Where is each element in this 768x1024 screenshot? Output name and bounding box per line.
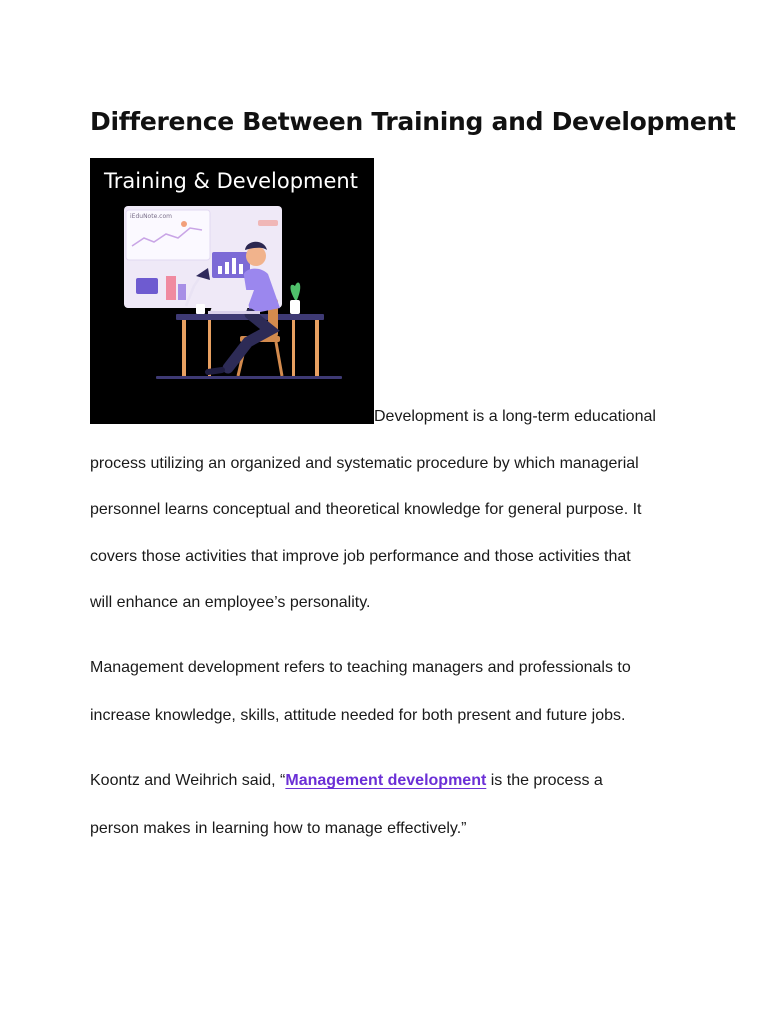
- person-head: [246, 246, 266, 266]
- cup-icon: [196, 304, 205, 314]
- bar-chart-bar: [218, 266, 222, 274]
- bar-chart-bar: [239, 264, 243, 274]
- management-development-paragraph: [90, 657, 690, 753]
- person-shoe: [208, 370, 222, 372]
- quote-intro: Koontz and Weihrich said, “: [90, 772, 286, 789]
- quote-continuation: is the process a: [486, 772, 603, 789]
- stat-bar: [178, 284, 186, 300]
- paragraph-line: will enhance an employee’s personality.: [90, 594, 371, 611]
- desk-leg: [292, 320, 295, 376]
- bar-chart-bar: [225, 262, 229, 274]
- paragraph-line: covers those activities that improve job performance and those activities that: [90, 547, 631, 565]
- page-title: Difference Between Training and Development: [90, 107, 736, 136]
- chart-dot: [181, 221, 187, 227]
- paragraph-line: Development is a long-term educational: [374, 408, 656, 425]
- site-label: iEduNote.com: [130, 213, 172, 220]
- folder-icon: [136, 278, 158, 294]
- paragraph-line: personnel learns conceptual and theoretical knowledge for general purpose. It: [90, 501, 642, 518]
- plant-pot: [290, 300, 300, 314]
- bar-chart-bar: [232, 258, 236, 274]
- floor-line: [156, 376, 342, 379]
- paragraph-line: Management development refers to teaching managers and professionals to: [90, 659, 631, 676]
- illustration-caption: Training & Development: [104, 169, 358, 193]
- training-development-illustration: [90, 158, 374, 424]
- management-development-link[interactable]: Management development: [285, 772, 487, 789]
- quote-paragraph: [90, 770, 690, 866]
- paragraph-line: increase knowledge, skills, attitude needed for both present and future jobs.: [90, 707, 626, 724]
- quote-line: [90, 770, 690, 818]
- development-paragraph: [90, 406, 690, 639]
- desk-leg: [208, 320, 211, 376]
- desk-leg: [315, 320, 319, 376]
- stat-bar: [166, 276, 176, 300]
- status-chip: [258, 220, 278, 226]
- laptop-base: [208, 311, 260, 314]
- desk-leg: [182, 320, 186, 376]
- quote-line: person makes in learning how to manage effectively.”: [90, 820, 467, 837]
- plant-icon: [290, 282, 300, 300]
- paragraph-line: process utilizing an organized and systematic procedure by which managerial: [90, 454, 639, 472]
- illustration-graphic: [90, 158, 374, 424]
